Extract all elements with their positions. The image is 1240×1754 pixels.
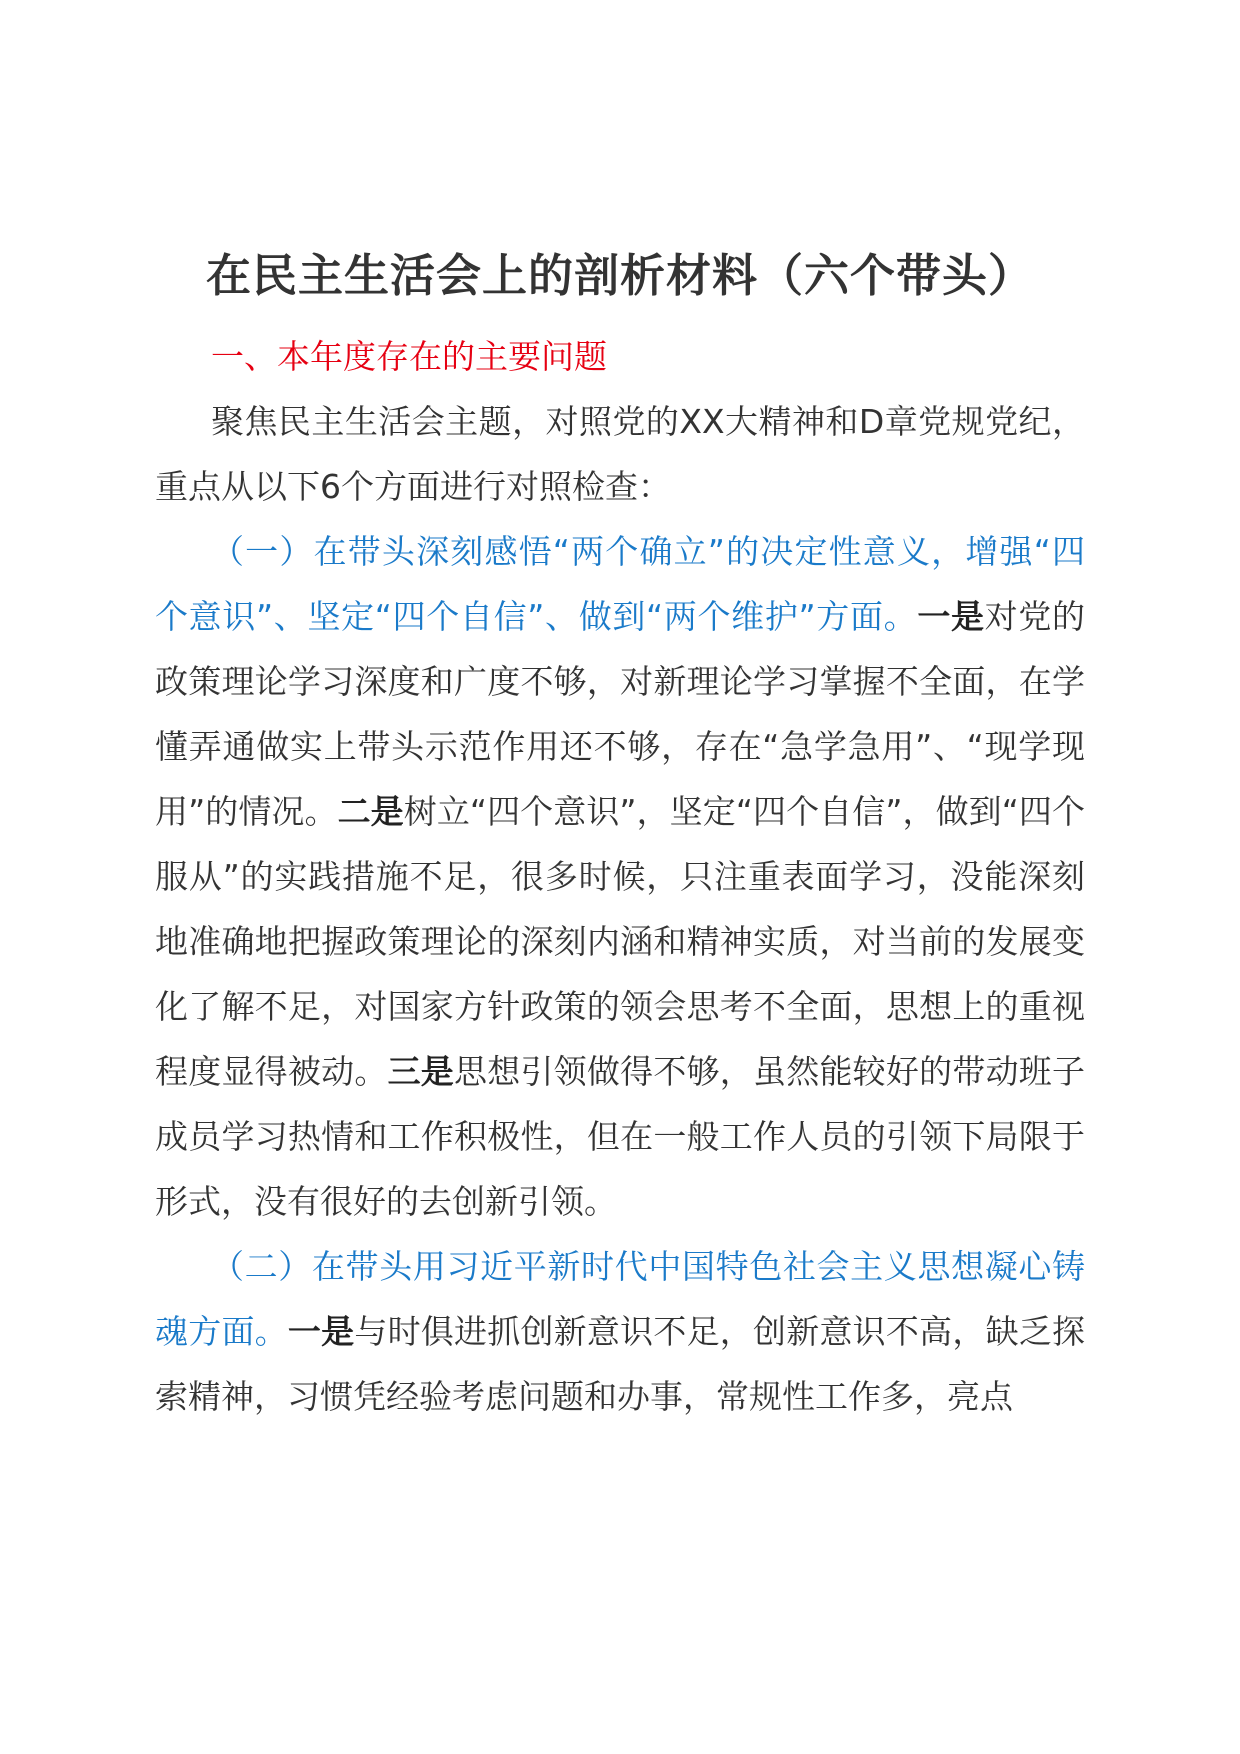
item-1-point-3-text: 思想引领做得不够，虽然能较好的带动班子成员学习热情和工作积极性，但在一般工作人员的引领下局限于形式，没有很好的去创新引领。 — [155, 1052, 1086, 1221]
item-2-paragraph — [155, 1234, 1085, 1429]
item-2-heading: （二）在带头用习近平新时代中国特色社会主义思想凝心铸魂方面。 — [155, 1247, 1085, 1351]
section-heading-main-problems: 一、本年度存在的主要问题 — [211, 337, 607, 376]
item-2-point-1-lead: 一是 — [287, 1312, 355, 1351]
section-intro-paragraph: 聚焦民主生活会主题，对照党的XX大精神和D章党规党纪，重点从以下6个方面进行对照检查： — [155, 402, 1085, 506]
item-2-point-1-text: 与时俱进抓创新意识不足，创新意识不高，缺乏探索精神，习惯凭经验考虑问题和办事，常规性工作多，亮点 — [155, 1312, 1086, 1416]
document-page — [155, 240, 1085, 1429]
item-1-heading: （一）在带头深刻感悟“两个确立”的决定性意义，增强“四个意识”、坚定“四个自信”、做到“两个维护”方面。 — [155, 532, 1085, 636]
item-1-point-2-text: 树立“四个意识”，坚定“四个自信”，做到“四个服从”的实践措施不足，很多时候，只注重表面学习，没能深刻地准确地把握政策理论的深刻内涵和精神实质，对当前的发展变化了解不足，对国家方针政策的领会思考不全面，思想上的重视程度显得被动。 — [155, 792, 1085, 1091]
item-1-point-3-lead: 三是 — [387, 1052, 455, 1091]
item-1-point-1-text: 对党的政策理论学习深度和广度不够，对新理论学习掌握不全面，在学懂弄通做实上带头示范作用还不够，存在“急学急用”、“现学现用”的情况。 — [155, 597, 1086, 831]
item-1-paragraph — [155, 519, 1085, 1234]
item-1-point-2-lead: 二是 — [337, 792, 404, 831]
document-title: 在民主生活会上的剖析材料（六个带头） — [205, 249, 1034, 302]
item-1-point-1-lead: 一是 — [917, 597, 985, 636]
